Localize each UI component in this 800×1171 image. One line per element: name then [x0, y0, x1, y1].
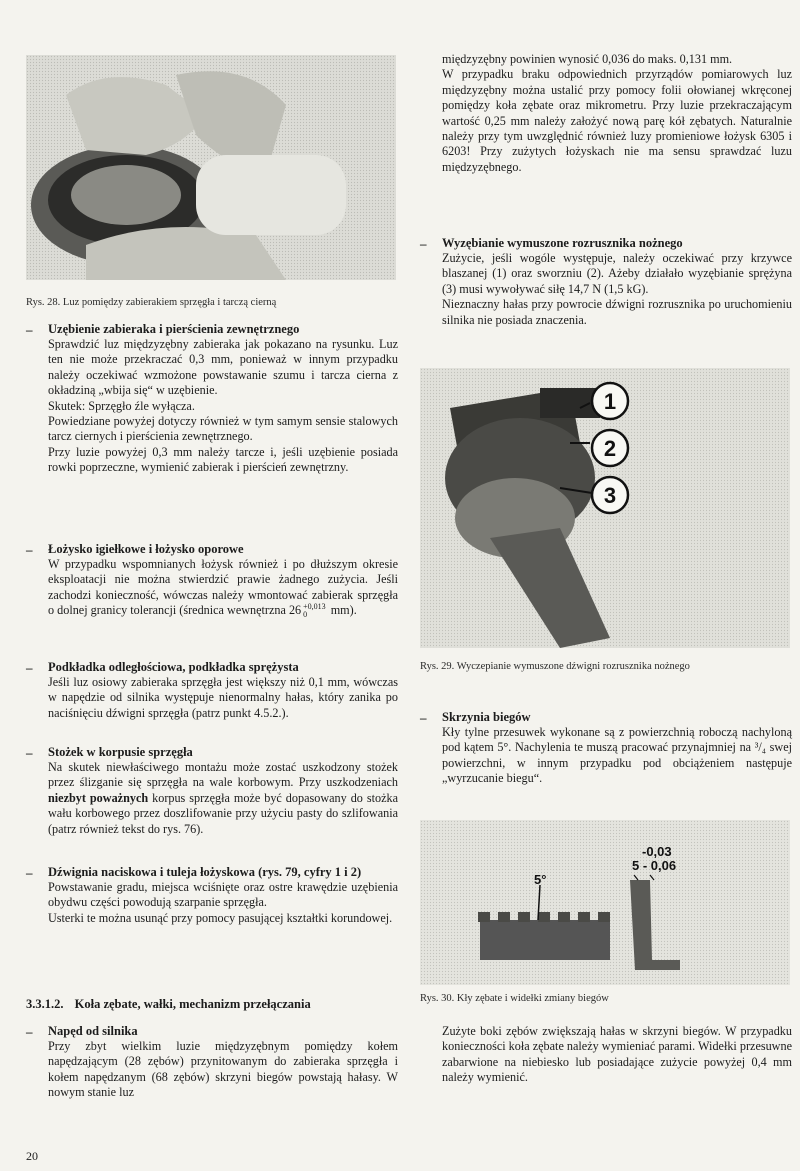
section-kickstarter — [420, 236, 792, 328]
dimension-value: 26 — [288, 603, 302, 618]
figure-29-photo — [420, 368, 790, 648]
paragraph: Zużyte boki zębów zwiększają hałas w skrzyni biegów. W przypadku konieczności koła zębate należy wymieniać parami. Widełki przesuwne zabarwione na niebiesko lub posiadające zużycie powyżej 0,4 mm należy wymienić. — [442, 1024, 792, 1085]
tolerance-upper: +0,013 — [303, 602, 326, 612]
bullet-dash: – — [26, 745, 33, 760]
paragraph-text: korpus sprzęgła może być dopasowany do stożka wału korbowego przez doszlifowanie przy użyciu pasty do szlifowania (patrz również tekst do rys. 76). — [48, 790, 399, 836]
bullet-dash: – — [26, 865, 33, 880]
callout-2: 2 — [603, 436, 617, 461]
tolerance-lower: 0 — [303, 610, 308, 620]
section-clutch-teeth — [26, 322, 398, 476]
paragraph: Kły tylne przesuwek wykonane są z powierzchnią roboczą nachyloną pod kątem 5°. Nachylenia te muszą pracować przynajmniej na ³/₄ swej powierzchni, w innym przypadku pod obciążeniem następuje „wyrzucanie biegu“. — [442, 725, 792, 786]
paragraph: Usterki te można usunąć przy pomocy pasującej kształtki korundowej. — [48, 910, 393, 925]
paragraph: międzyzębny powinien wynosić 0,036 do maks. 0,131 mm. — [442, 52, 733, 66]
bullet-dash: – — [26, 1024, 33, 1039]
section-continuation — [442, 52, 792, 175]
figure-30-caption: Rys. 30. Kły zębate i widełki zmiany biegów — [420, 993, 609, 1004]
paragraph-text: W przypadku wspomnianych łożysk również i po dłuższym okresie eksploatacji nie można stwierdzić prawie żadnego zużycia. Jeśli zachodzi konieczność, wówczas należy wmontować zabierak sprzęgła o dolnej granicy tolerancji (średnica wewnętrzna — [48, 557, 398, 618]
section-gearbox — [420, 710, 792, 787]
bullet-dash: – — [420, 710, 427, 725]
chapter-heading — [26, 997, 311, 1012]
tolerance-label-lower: 5 - 0,06 — [632, 858, 677, 873]
section-title: Łożysko igiełkowe i łożysko oporowe — [48, 542, 244, 556]
dimension-unit: mm). — [330, 603, 357, 618]
paragraph: Powiedziane powyżej dotyczy również w tym samym sensie stalowych tarcz ciernych i pierścienia zewnętrznego. — [48, 414, 398, 444]
section-spacer-washer — [26, 660, 398, 721]
paragraph: Skutek: Sprzęgło źle wyłącza. — [48, 398, 195, 413]
figure-28-caption: Rys. 28. Luz pomiędzy zabierakiem sprzęgła i tarczą cierną — [26, 297, 277, 308]
section-engine-drive — [26, 1024, 398, 1101]
section-title: Dźwignia naciskowa i tuleja łożyskowa (rys. 79, cyfry 1 i 2) — [48, 865, 362, 879]
paragraph — [48, 557, 398, 619]
paragraph: Nieznaczny hałas przy powrocie dźwigni rozrusznika po uruchomieniu silnika nie posiada znaczenia. — [442, 297, 792, 327]
paragraph — [48, 760, 398, 837]
section-title: Podkładka odległościowa, podkładka sprężysta — [48, 660, 299, 674]
tolerance-label-upper: -0,03 — [642, 844, 672, 859]
figure-28-photo — [26, 55, 396, 280]
bullet-dash: – — [26, 322, 33, 337]
paragraph: Zużycie, jeśli wogóle występuje, należy oczekiwać przy krzywce blaszanej (1) oraz sworzniu (2). Ażeby działało wyzębianie sprężyna (3) musi wywoływać siłę 14,7 N (1,5 kG). — [442, 251, 792, 296]
section-title: Stożek w korpusie sprzęgła — [48, 745, 193, 759]
chapter-title: Koła zębate, wałki, mechanizm przełączania — [74, 997, 311, 1011]
chapter-number: 3.3.1.2. — [26, 997, 64, 1011]
paragraph: Powstawanie gradu, miejsca wciśnięte oraz ostre krawędzie uzębienia obydwu części powodują szarpanie sprzęgła. — [48, 880, 398, 910]
page-number: 20 — [26, 1149, 38, 1163]
section-title: Napęd od silnika — [48, 1024, 138, 1038]
callout-3: 3 — [603, 483, 617, 508]
bullet-dash: – — [26, 542, 33, 557]
angle-label: 5° — [534, 872, 547, 887]
section-needle-bearing — [26, 542, 398, 619]
paragraph: Sprawdzić luz międzyzębny zabieraka jak pokazano na rysunku. Luz ten nie może przekraczać 0,3 mm, ponieważ w innym przypadku należy oczekiwać wzmożone powstawanie szumu i tarcza cierna z okładziną „wbija się“ w uzębienie. — [48, 337, 398, 398]
section-clutch-cone — [26, 745, 398, 837]
bullet-dash: – — [420, 236, 427, 251]
section-title: Uzębienie zabieraka i pierścienia zewnętrznego — [48, 322, 300, 336]
paragraph: Jeśli luz osiowy zabieraka sprzęgła jest większy niż 0,1 mm, wówczas w napędzie od silnika występuje nienormalny hałas, który zanika po naciśnięciu dźwigni sprzęgła (patrz punkt 4.5.2.). — [48, 675, 398, 720]
paragraph: Przy luzie powyżej 0,3 mm należy tarcze i, jeśli uzębienie posiada rowki poprzeczne, wymienić zabierak i pierścień zewnętrzny. — [48, 444, 398, 475]
paragraph-text: Na skutek niewłaściwego montażu może zostać uszkodzony stożek przez ślizganie się sprzęgła na wale korbowym. Przy uszkodzeniach — [48, 760, 398, 790]
figure-29-caption: Rys. 29. Wyczepianie wymuszone dźwigni rozrusznika nożnego — [420, 661, 690, 672]
figure-30-photo — [420, 820, 790, 985]
callout-1: 1 — [603, 389, 617, 414]
section-gear-wear — [442, 1024, 792, 1086]
emphasis-text: niezbyt poważnych — [48, 790, 149, 805]
paragraph: Przy zbyt wielkim luzie międzyzębnym pomiędzy kołem napędzającym (28 zębów) przynitowanym do zabieraka sprzęgła i kołem napędzanym (68 zębów) skrzyni biegów powstają hałasy. W nowym stanie luz — [48, 1039, 398, 1100]
section-pressure-lever — [26, 865, 398, 926]
paragraph: W przypadku braku odpowiednich przyrządów pomiarowych luz międzyzębny można ustalić przy pomocy folii ołowianej wkręconej pomiędzy koła zębate oraz mikrometru. Przy luzie przekraczającym wartość 0,25 mm należy założyć nową parę kół zębatych. Naturalnie należy przy tym uwzględnić również luzy promieniowe łożysk 6305 i 6203! Przy zużytych łożyskach nie ma sensu sprawdzać luzu międzyzębnego. — [442, 67, 792, 174]
section-title: Wyzębianie wymuszone rozrusznika nożnego — [442, 236, 683, 250]
section-title: Skrzynia biegów — [442, 710, 531, 724]
bullet-dash: – — [26, 660, 33, 675]
